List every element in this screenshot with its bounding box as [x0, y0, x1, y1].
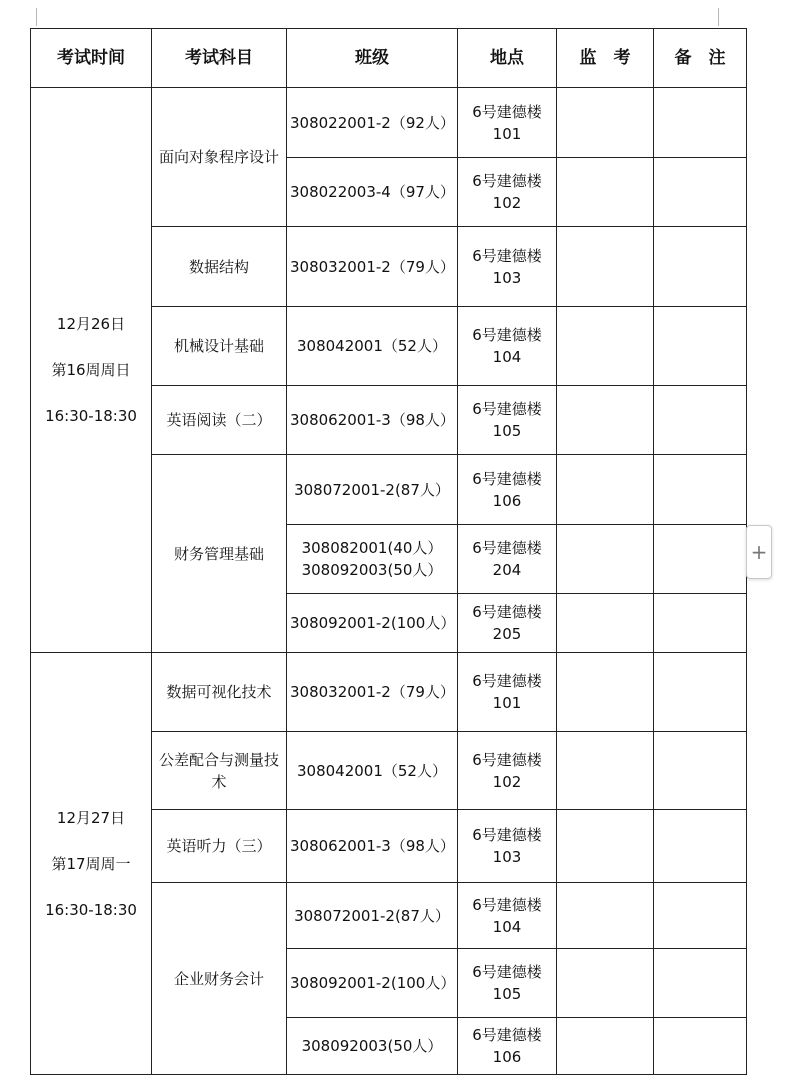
location-cell: 6号建德楼104: [458, 883, 557, 949]
invigilator-cell[interactable]: [557, 386, 654, 455]
page-corner-mark-left: [36, 8, 37, 26]
exam-hours: 16:30-18:30: [45, 407, 137, 425]
location-cell: 6号建德楼103: [458, 810, 557, 883]
subject-cell: 公差配合与测量技术: [152, 732, 287, 810]
header-notes: 备 注: [654, 29, 747, 88]
subject-cell: 财务管理基础: [152, 455, 287, 653]
class-cell: 308072001-2(87人）: [287, 883, 458, 949]
exam-date: 12月27日: [56, 808, 126, 827]
invigilator-cell[interactable]: [557, 158, 654, 227]
notes-cell[interactable]: [654, 810, 747, 883]
notes-cell[interactable]: [654, 158, 747, 227]
notes-cell[interactable]: [654, 883, 747, 949]
invigilator-cell[interactable]: [557, 525, 654, 594]
class-cell: 308022001-2（92人）: [287, 88, 458, 158]
notes-cell[interactable]: [654, 653, 747, 732]
class-cell: 308042001（52人）: [287, 732, 458, 810]
subject-cell: 机械设计基础: [152, 307, 287, 386]
class-cell: 308092001-2(100人）: [287, 594, 458, 653]
location-cell: 6号建德楼106: [458, 1018, 557, 1075]
add-row-button[interactable]: +: [746, 525, 772, 579]
class-cell: 308062001-3（98人）: [287, 810, 458, 883]
notes-cell[interactable]: [654, 227, 747, 307]
page-corner-mark-right: [718, 8, 719, 26]
notes-cell[interactable]: [654, 307, 747, 386]
notes-cell[interactable]: [654, 949, 747, 1018]
exam-time-cell: [31, 653, 152, 1075]
exam-date: 12月26日: [56, 315, 126, 333]
subject-cell: 面向对象程序设计: [152, 88, 287, 227]
exam-week: 第16周周日: [51, 361, 131, 379]
subject-cell: 英语听力（三）: [152, 810, 287, 883]
location-cell: 6号建德楼101: [458, 88, 557, 158]
class-cell: 308062001-3（98人）: [287, 386, 458, 455]
subject-cell: 数据可视化技术: [152, 653, 287, 732]
notes-cell[interactable]: [654, 525, 747, 594]
notes-cell[interactable]: [654, 455, 747, 525]
notes-cell[interactable]: [654, 594, 747, 653]
notes-cell[interactable]: [654, 1018, 747, 1075]
invigilator-cell[interactable]: [557, 455, 654, 525]
header-class: 班级: [287, 29, 458, 88]
header-exam-time: 考试时间: [31, 29, 152, 88]
class-line: 308082001(40人）: [301, 539, 443, 557]
exam-time-cell: [31, 88, 152, 653]
location-cell: 6号建德楼204: [458, 525, 557, 594]
exam-schedule-table: [30, 28, 747, 1075]
table-row: [31, 88, 747, 158]
location-cell: 6号建德楼102: [458, 158, 557, 227]
class-cell: 308032001-2（79人）: [287, 227, 458, 307]
class-cell: 308092003(50人）: [287, 1018, 458, 1075]
class-cell: 308072001-2(87人）: [287, 455, 458, 525]
invigilator-cell[interactable]: [557, 883, 654, 949]
invigilator-cell[interactable]: [557, 810, 654, 883]
header-exam-subject: 考试科目: [152, 29, 287, 88]
notes-cell[interactable]: [654, 88, 747, 158]
class-cell: [287, 525, 458, 594]
notes-cell[interactable]: [654, 386, 747, 455]
header-invigilator: 监 考: [557, 29, 654, 88]
location-cell: 6号建德楼106: [458, 455, 557, 525]
location-cell: 6号建德楼104: [458, 307, 557, 386]
invigilator-cell[interactable]: [557, 653, 654, 732]
table-row: [31, 653, 747, 732]
header-location: 地点: [458, 29, 557, 88]
location-cell: 6号建德楼101: [458, 653, 557, 732]
header-row: [31, 29, 747, 88]
invigilator-cell[interactable]: [557, 594, 654, 653]
subject-cell: 英语阅读（二）: [152, 386, 287, 455]
invigilator-cell[interactable]: [557, 1018, 654, 1075]
notes-cell[interactable]: [654, 732, 747, 810]
class-cell: 308022003-4（97人）: [287, 158, 458, 227]
subject-cell: 企业财务会计: [152, 883, 287, 1075]
class-cell: 308092001-2(100人）: [287, 949, 458, 1018]
invigilator-cell[interactable]: [557, 307, 654, 386]
exam-hours: 16:30-18:30: [45, 900, 137, 919]
invigilator-cell[interactable]: [557, 88, 654, 158]
invigilator-cell[interactable]: [557, 227, 654, 307]
class-cell: 308042001（52人）: [287, 307, 458, 386]
location-cell: 6号建德楼102: [458, 732, 557, 810]
location-cell: 6号建德楼205: [458, 594, 557, 653]
subject-cell: 数据结构: [152, 227, 287, 307]
location-cell: 6号建德楼103: [458, 227, 557, 307]
class-cell: 308032001-2（79人）: [287, 653, 458, 732]
location-cell: 6号建德楼105: [458, 949, 557, 1018]
class-line: 308092003(50人）: [301, 561, 443, 579]
location-cell: 6号建德楼105: [458, 386, 557, 455]
invigilator-cell[interactable]: [557, 732, 654, 810]
exam-week: 第17周周一: [51, 854, 131, 873]
invigilator-cell[interactable]: [557, 949, 654, 1018]
